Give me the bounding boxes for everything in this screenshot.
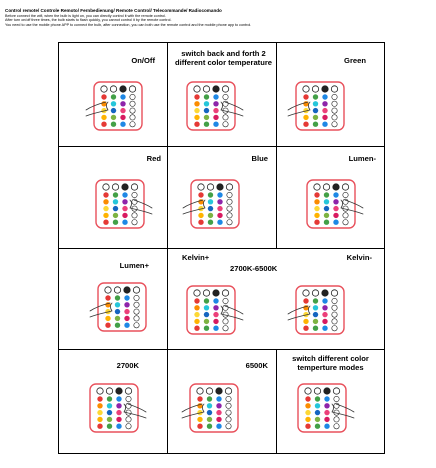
remote-color-button [204,115,209,120]
remote-color-button [314,220,319,225]
remote-color-button [130,115,135,120]
remote-color-button [223,94,228,99]
remote-color-button [111,94,116,99]
remote-color-button [313,122,318,127]
remote-top-button [213,290,219,296]
remote-color-button [134,302,139,307]
remote-color-button [332,94,337,99]
cell-label: Lumen+ [119,261,149,270]
remote-top-button [122,184,128,190]
remote-control-icon [92,80,144,132]
remote-color-button [313,319,318,324]
remote-top-button [106,388,112,394]
remote-color-button [116,403,121,408]
remote-color-button [204,108,209,113]
remote-top-button [110,86,116,92]
remote-top-button [303,290,309,296]
remote-color-button [213,298,218,303]
remote-color-button [115,302,120,307]
remote-control-icon [189,178,241,230]
remote-color-button [124,323,129,328]
remote-color-button [207,424,212,429]
remote-top-button [312,290,318,296]
remote-color-button [324,417,329,422]
remote-color-button [332,122,337,127]
remote-color-button [334,417,339,422]
remote-color-button [332,326,337,331]
remote-color-button [103,220,108,225]
remote-color-button [101,115,106,120]
remote-color-button [223,326,228,331]
remote-color-button [322,312,327,317]
remote-color-button [305,410,310,415]
remote-color-button [333,213,338,218]
remote-color-button [303,298,308,303]
remote-color-button [223,115,228,120]
remote-color-button [97,403,102,408]
remote-control-icon [96,281,148,333]
cell-label: Green [344,56,366,65]
remote-color-button [324,403,329,408]
remote-top-button [314,184,320,190]
remote-color-button [134,323,139,328]
remote-color-button [322,305,327,310]
remote-color-button [208,206,213,211]
remote-color-button [313,312,318,317]
remote-color-button [216,410,221,415]
remote-top-button [222,86,228,92]
remote-color-button [213,319,218,324]
remote-color-button [107,403,112,408]
remote-color-button [107,396,112,401]
remote-color-button [313,108,318,113]
remote-color-button [116,410,121,415]
remote-color-button [113,199,118,204]
cell-label-range: 2700K-6500K [230,264,278,273]
remote-color-button [213,305,218,310]
remote-color-button [305,396,310,401]
remote-top-button [207,184,213,190]
remote-color-button [332,115,337,120]
remote-color-button [208,199,213,204]
remote-color-button [303,115,308,120]
remote-control-icon [294,284,346,336]
remote-color-button [120,115,125,120]
remote-color-button [208,213,213,218]
cell-label: Lumen- [348,154,376,163]
remote-color-button [207,396,212,401]
remote-color-button [213,108,218,113]
remote-color-button [332,319,337,324]
remote-color-button [315,424,320,429]
remote-color-button [303,122,308,127]
cell-label: switch different color temperture modes [292,354,369,372]
remote-color-button [226,417,231,422]
remote-color-button [315,396,320,401]
remote-color-button [333,192,338,197]
header-title: Control remote/ Controle Remoto/ Fernbedienung/ Remote Control/ Telecommande/ Radiocomando [5,8,222,13]
remote-color-button [194,94,199,99]
remote-color-button [204,305,209,310]
cell-label-kelvin-minus: Kelvin- [346,253,372,262]
remote-color-button [204,101,209,106]
remote-color-button [332,108,337,113]
remote-top-button [129,86,135,92]
remote-color-button [124,302,129,307]
remote-color-button [322,122,327,127]
header [5,8,433,27]
remote-top-button [198,184,204,190]
remote-color-button [216,396,221,401]
remote-color-button [113,213,118,218]
remote-color-button [194,326,199,331]
remote-color-button [103,199,108,204]
remote-color-button [124,309,129,314]
remote-color-button [116,396,121,401]
remote-color-button [197,396,202,401]
remote-color-button [97,417,102,422]
remote-color-button [103,206,108,211]
remote-top-button [323,184,329,190]
remote-color-button [122,192,127,197]
remote-color-button [314,213,319,218]
remote-color-button [324,396,329,401]
remote-color-button [204,312,209,317]
remote-top-button [324,388,330,394]
remote-color-button [324,424,329,429]
remote-control-icon [185,284,237,336]
remote-top-button [213,86,219,92]
remote-color-button [217,199,222,204]
remote-color-button [334,396,339,401]
remote-color-button [115,309,120,314]
remote-color-button [322,319,327,324]
remote-color-button [97,424,102,429]
remote-color-button [194,115,199,120]
remote-color-button [322,115,327,120]
remote-color-button [313,298,318,303]
remote-color-button [324,213,329,218]
remote-color-button [204,326,209,331]
remote-color-button [315,403,320,408]
remote-color-button [305,424,310,429]
remote-color-button [132,213,137,218]
remote-color-button [194,101,199,106]
remote-color-button [198,192,203,197]
header-line-1: Before connect the wifi, when the bulb is light on, you can directly control it with the remote control. [5,14,166,18]
remote-color-button [107,410,112,415]
remote-color-button [105,295,110,300]
remote-color-button [333,206,338,211]
remote-color-button [122,220,127,225]
remote-color-button [217,206,222,211]
remote-color-button [313,101,318,106]
remote-color-button [194,122,199,127]
remote-color-button [126,424,131,429]
remote-color-button [213,115,218,120]
remote-color-button [122,206,127,211]
remote-color-button [322,94,327,99]
remote-color-button [194,298,199,303]
remote-color-button [122,213,127,218]
header-line-3: You need to use the mobile phone APP to connect the bulb, after connection, you can both use the remote control and the mobile phone app to control. [5,22,252,27]
remote-color-button [333,220,338,225]
remote-color-button [97,410,102,415]
remote-color-button [122,199,127,204]
remote-color-button [101,94,106,99]
remote-color-button [333,199,338,204]
remote-top-button [101,86,107,92]
remote-color-button [314,192,319,197]
remote-color-button [194,319,199,324]
remote-control-icon [188,382,240,434]
remote-color-button [332,312,337,317]
remote-top-button [194,86,200,92]
remote-color-button [120,94,125,99]
remote-color-button [223,122,228,127]
remote-color-button [314,206,319,211]
remote-color-button [207,410,212,415]
remote-color-button [322,326,327,331]
remote-color-button [134,309,139,314]
remote-color-button [204,319,209,324]
remote-top-button [97,388,103,394]
remote-color-button [324,410,329,415]
remote-color-button [213,326,218,331]
cell-label: 2700K [116,361,139,370]
remote-top-button [131,184,137,190]
remote-color-button [134,316,139,321]
remote-color-button [204,94,209,99]
remote-color-button [124,295,129,300]
remote-color-button [213,101,218,106]
remote-color-button [120,108,125,113]
remote-color-button [227,192,232,197]
remote-control-icon [88,382,140,434]
remote-color-button [343,192,348,197]
remote-color-button [213,312,218,317]
remote-color-button [305,417,310,422]
remote-color-button [216,403,221,408]
remote-color-button [216,424,221,429]
remote-top-button [114,287,120,293]
remote-color-button [227,206,232,211]
remote-color-button [116,424,121,429]
remote-top-button [305,388,311,394]
remote-color-button [134,295,139,300]
remote-color-button [322,108,327,113]
remote-color-button [197,417,202,422]
remote-color-button [97,396,102,401]
remote-top-button [116,388,122,394]
remote-color-button [313,115,318,120]
remote-color-button [120,122,125,127]
remote-top-button [203,290,209,296]
remote-color-button [313,305,318,310]
remote-color-button [120,101,125,106]
remote-color-button [130,94,135,99]
remote-color-button [217,220,222,225]
remote-color-button [226,403,231,408]
remote-color-button [322,298,327,303]
remote-top-button [216,388,222,394]
remote-color-button [113,206,118,211]
remote-top-button [124,287,130,293]
remote-color-button [111,101,116,106]
remote-color-button [204,298,209,303]
remote-color-button [115,295,120,300]
remote-color-button [313,326,318,331]
remote-color-button [303,326,308,331]
remote-color-button [204,122,209,127]
remote-color-button [324,192,329,197]
remote-color-button [103,192,108,197]
remote-color-button [208,220,213,225]
cell-label: 6500K [245,361,268,370]
cell-label: On/Off [131,56,155,65]
remote-top-button [333,184,339,190]
remote-top-button [342,184,348,190]
remote-color-button [198,220,203,225]
remote-color-button [130,101,135,106]
cell-label: Red [146,154,161,163]
remote-color-button [334,424,339,429]
remote-color-button [132,220,137,225]
remote-control-icon [305,178,357,230]
remote-top-button [105,287,111,293]
remote-top-button [322,290,328,296]
remote-color-button [194,305,199,310]
remote-color-button [313,94,318,99]
remote-color-button [103,213,108,218]
remote-color-button [207,403,212,408]
remote-top-button [303,86,309,92]
remote-top-button [203,86,209,92]
remote-top-button [314,388,320,394]
remote-color-button [194,312,199,317]
remote-color-button [115,323,120,328]
remote-top-button [312,86,318,92]
remote-color-button [305,403,310,408]
remote-color-button [324,220,329,225]
remote-color-button [332,305,337,310]
remote-color-button [332,298,337,303]
remote-top-button [217,184,223,190]
remote-top-button [194,290,200,296]
remote-top-button [322,86,328,92]
remote-color-button [332,101,337,106]
remote-color-button [315,417,320,422]
remote-color-button [217,213,222,218]
remote-top-button [120,86,126,92]
remote-top-button [197,388,203,394]
remote-color-button [111,115,116,120]
remote-color-button [324,206,329,211]
remote-top-button [222,290,228,296]
remote-color-button [194,108,199,113]
remote-color-button [227,220,232,225]
remote-color-button [126,417,131,422]
remote-control-icon [294,80,346,132]
remote-color-button [223,298,228,303]
remote-top-button [133,287,139,293]
remote-color-button [226,424,231,429]
remote-color-button [223,319,228,324]
remote-color-button [113,192,118,197]
remote-color-button [115,316,120,321]
remote-color-button [217,192,222,197]
remote-top-button [225,388,231,394]
remote-color-button [130,108,135,113]
remote-color-button [315,410,320,415]
remote-color-button [303,319,308,324]
remote-control-icon [94,178,146,230]
remote-top-button [112,184,118,190]
remote-color-button [113,220,118,225]
remote-color-button [124,316,129,321]
remote-top-button [103,184,109,190]
remote-color-button [216,417,221,422]
remote-color-button [126,396,131,401]
remote-top-button [333,388,339,394]
remote-color-button [197,424,202,429]
remote-color-button [343,220,348,225]
remote-control-icon [296,382,348,434]
remote-color-button [116,417,121,422]
remote-color-button [107,417,112,422]
remote-color-button [322,101,327,106]
remote-color-button [208,192,213,197]
cell-label: switch back and forth 2 different color temperature [174,49,273,67]
remote-color-button [226,410,231,415]
remote-color-button [314,199,319,204]
remote-color-button [130,122,135,127]
remote-color-button [324,199,329,204]
remote-color-button [132,192,137,197]
remote-color-button [198,213,203,218]
remote-top-button [226,184,232,190]
remote-color-button [105,323,110,328]
remote-color-button [107,424,112,429]
remote-color-button [343,213,348,218]
remote-top-button [125,388,131,394]
remote-top-button [331,86,337,92]
remote-top-button [206,388,212,394]
cell-label: Blue [251,154,268,163]
remote-color-button [213,122,218,127]
remote-color-button [111,122,116,127]
remote-color-button [111,108,116,113]
cell-label-kelvin-plus: Kelvin+ [182,253,210,262]
remote-color-button [213,94,218,99]
remote-color-button [207,417,212,422]
header-line-2: After turn on/off three times, the bulb starts to flash quickly, you cannot control it by the remote control. [5,18,172,23]
remote-color-button [303,94,308,99]
remote-color-button [226,396,231,401]
remote-top-button [331,290,337,296]
remote-color-button [227,213,232,218]
remote-control-icon [185,80,237,132]
remote-color-button [105,316,110,321]
remote-color-button [101,122,106,127]
remote-color-button [227,199,232,204]
